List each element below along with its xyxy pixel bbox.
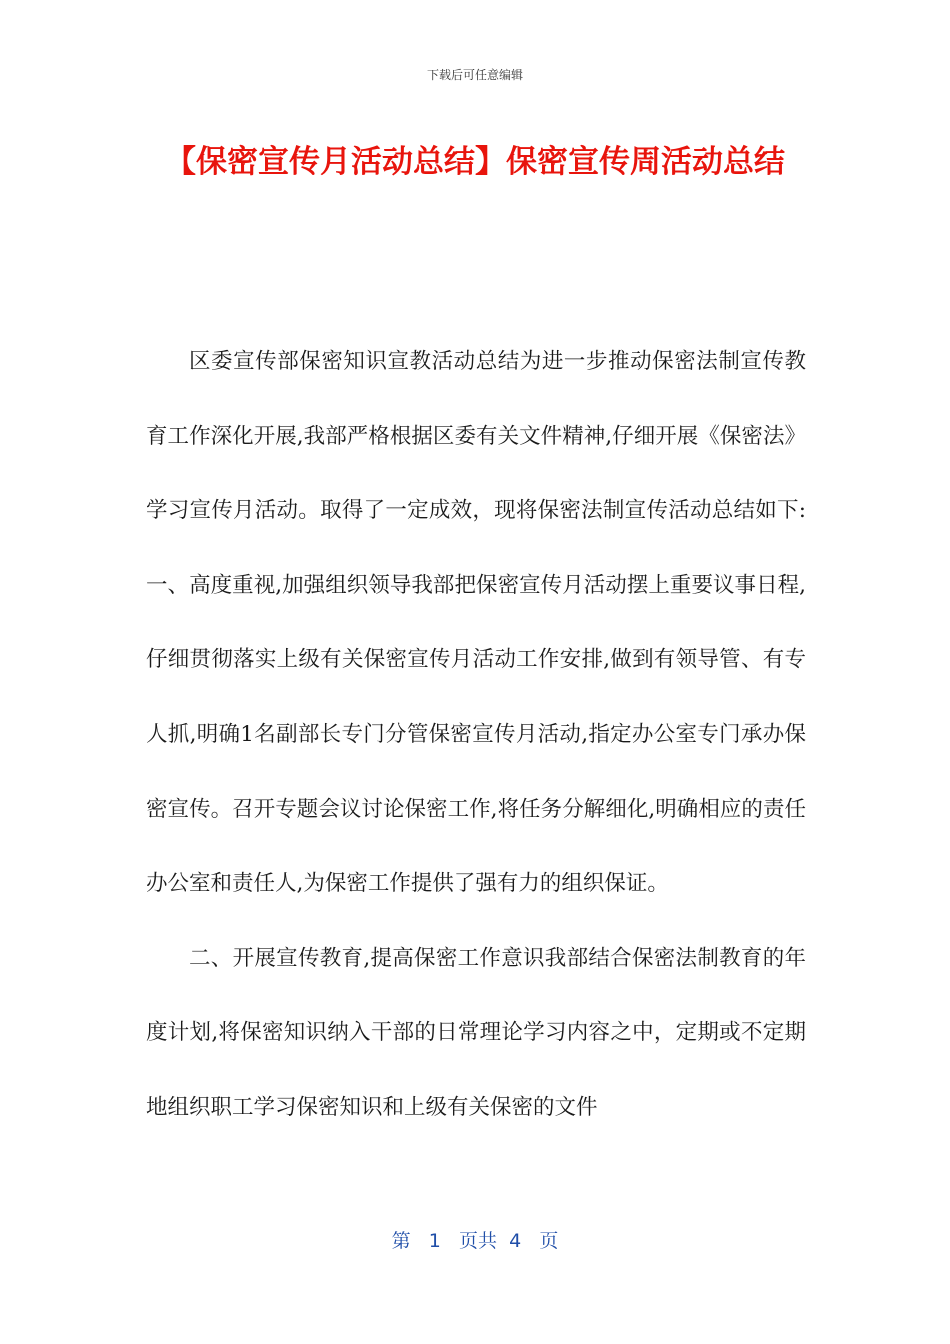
- footer-page-suffix: 页: [539, 1230, 559, 1252]
- header-note: 下载后可任意编辑: [426, 68, 523, 82]
- footer-page-prefix: 第: [391, 1230, 411, 1252]
- footer-current-page: 1: [428, 1230, 441, 1252]
- document-title: 【保密宣传月活动总结】保密宣传周活动总结: [165, 144, 785, 180]
- footer-page-middle: 页共: [459, 1230, 498, 1252]
- paragraph-1: 区委宣传部保密知识宣教活动总结为进一步推动保密法制宣传教育工作深化开展,我部严格根据区委有关文件精神,仔细开展《保密法》学习宣传月活动。取得了一定成效，现将保密法制宣传活动总结如下:一、高度重视,加强组织领导我部把保密宣传月活动摆上重要议事日程,仔细贯彻落实上级有关保密宣传月活动工作安排,做到有领导管、有专人抓,明确1名副部长专门分管保密宣传月活动,指定办公室专门承办保密宣传。召开专题会议讨论保密工作,将任务分解细化,明确相应的责任办公室和责任人,为保密工作提供了强有力的组织保证。: [146, 349, 806, 897]
- paragraph-2: 二、开展宣传教育,提高保密工作意识我部结合保密法制教育的年度计划,将保密知识纳入干部的日常理论学习内容之中，定期或不定期地组织职工学习保密知识和上级有关保密的文件: [146, 945, 806, 1120]
- page-footer: [0, 1226, 950, 1253]
- document-body: [146, 325, 806, 1146]
- footer-total-pages: 4: [509, 1230, 522, 1252]
